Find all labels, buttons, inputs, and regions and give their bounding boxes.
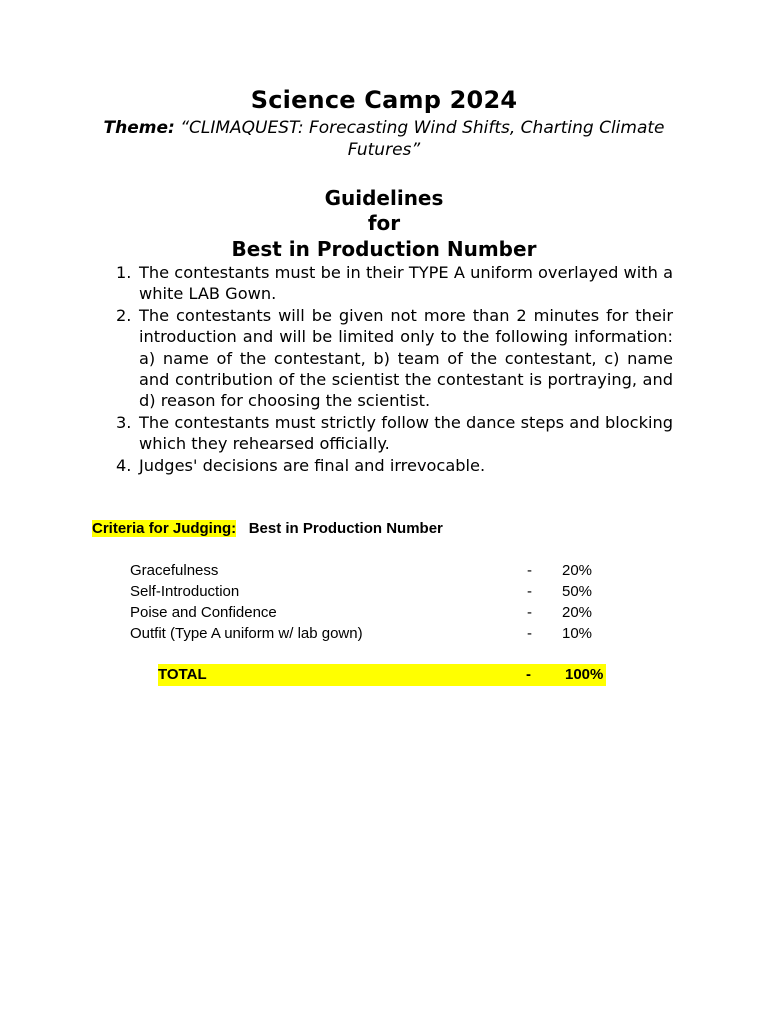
list-text: Judges' decisions are final and irrevocable. [139, 455, 486, 475]
list-number: 1. [116, 263, 132, 282]
criterion-percent: 20% [562, 604, 593, 621]
criterion-percent: 50% [562, 583, 593, 600]
theme-line [95, 117, 673, 161]
table-row [130, 604, 610, 625]
criterion-dash: - [527, 583, 532, 600]
list-text: The contestants will be given not more than 2 minutes for their introduction and will be limited only to the following information: a) name of the contestant, b) team of the contestant, c) name and contribution of the scientist the contestant is portraying, and d) reason for choosing the scientist. [139, 305, 673, 411]
list-text: The contestants must strictly follow the dance steps and blocking which they rehearsed officially. [139, 412, 673, 454]
list-number: 4. [116, 455, 132, 475]
document-title: Science Camp 2024 [250, 86, 518, 114]
list-number: 2. [116, 305, 132, 325]
guidelines-heading: Guidelines [324, 186, 444, 210]
for-heading: for [367, 211, 401, 235]
theme-text: “CLIMAQUEST: Forecasting Wind Shifts, Charting Climate Futures” [180, 118, 665, 160]
criterion-name: Self-Introduction [130, 583, 240, 600]
criterion-percent: 20% [562, 562, 593, 579]
theme-label: Theme: [103, 118, 175, 138]
total-dash: - [526, 666, 531, 683]
table-row [130, 562, 610, 583]
criterion-dash: - [527, 562, 532, 579]
guidelines-list [113, 262, 673, 476]
total-label: TOTAL [158, 666, 207, 683]
list-item [113, 412, 673, 455]
criterion-name: Outfit (Type A uniform w/ lab gown) [130, 625, 363, 642]
criterion-dash: - [527, 604, 532, 621]
list-item [113, 305, 673, 412]
criteria-table [130, 562, 610, 646]
total-percent: 100% [565, 666, 604, 683]
list-text: The contestants must be in their TYPE A uniform overlayed with a white LAB Gown. [139, 263, 673, 304]
criteria-title: Best in Production Number [248, 520, 443, 537]
table-row [130, 625, 610, 646]
list-item [113, 262, 673, 305]
criterion-dash: - [527, 625, 532, 642]
criteria-label: Criteria for Judging: [92, 520, 237, 537]
list-number: 3. [116, 412, 132, 432]
criterion-name: Gracefulness [130, 562, 219, 579]
category-heading: Best in Production Number [231, 237, 537, 261]
table-row [130, 583, 610, 604]
criterion-percent: 10% [562, 625, 593, 642]
criterion-name: Poise and Confidence [130, 604, 277, 621]
list-item [113, 455, 673, 476]
criteria-heading [92, 520, 443, 537]
total-row [158, 664, 606, 686]
